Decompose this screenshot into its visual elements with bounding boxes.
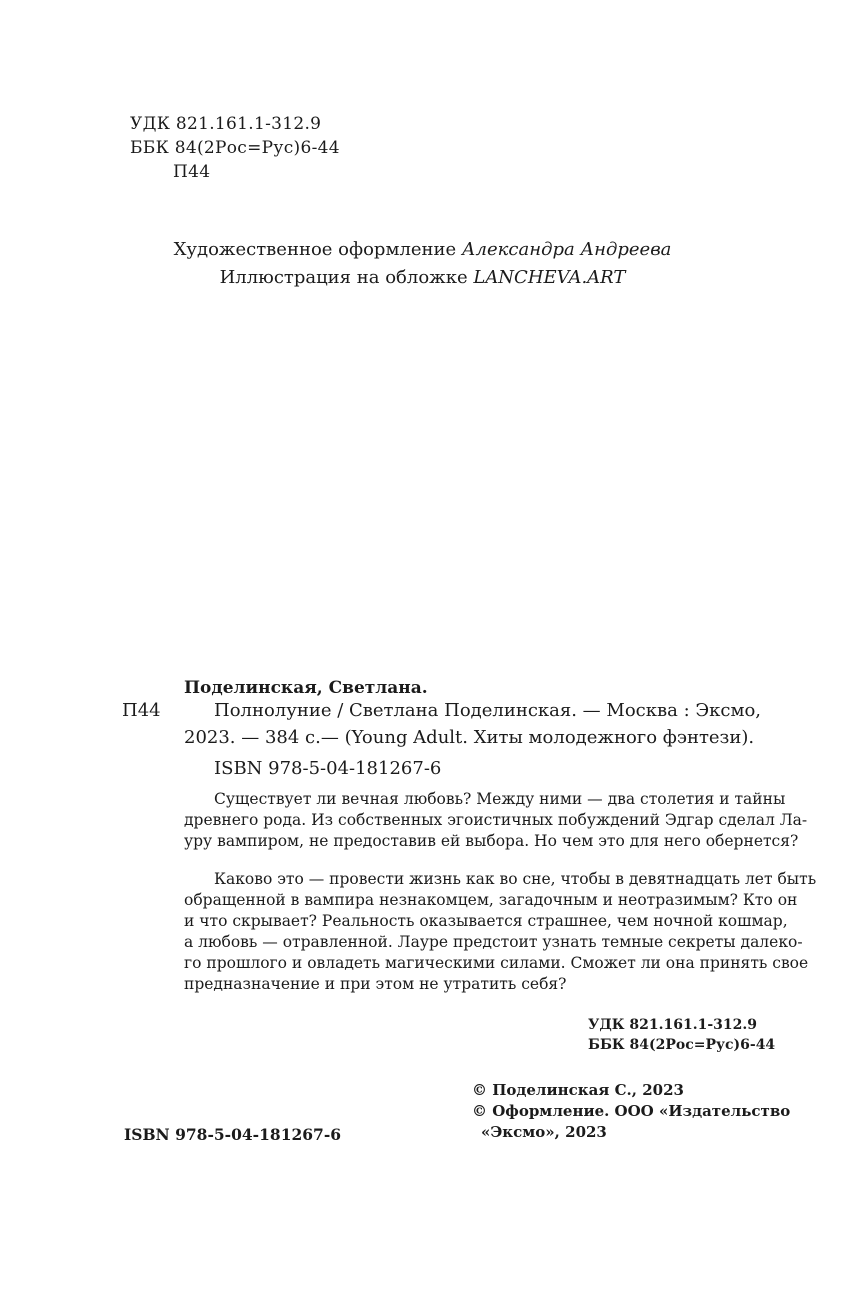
biblio-line-2: 2023. — 384 с.— (Young Adult. Хиты молодежного фэнтези). bbox=[184, 727, 755, 748]
record-isbn: ISBN 978-5-04-181267-6 bbox=[214, 758, 442, 779]
design-name: Александра Андреева bbox=[461, 239, 672, 260]
annotation-line: и что скрывает? Реальность оказывается страшнее, чем ночной кошмар, bbox=[184, 912, 788, 930]
isbn-bottom: ISBN 978-5-04-181267-6 bbox=[124, 1125, 342, 1144]
bibliographic-description bbox=[184, 697, 762, 751]
annotation-line: го прошлого и овладеть магическими силами. Сможет ли она принять свое bbox=[184, 954, 809, 972]
cutter-code: П44 bbox=[173, 162, 211, 182]
credits bbox=[0, 236, 845, 292]
annotation-line: уру вампиром, не предоставив ей выбора. Но чем это для него обернется? bbox=[184, 832, 799, 850]
author-heading: Поделинская, Светлана. bbox=[184, 678, 428, 698]
copyright-design: © Оформление. ООО «Издательство bbox=[472, 1102, 791, 1120]
copyright-block bbox=[472, 1080, 790, 1143]
design-credit bbox=[0, 236, 845, 264]
annotation-line: а любовь — отравленной. Лауре предстоит узнать темные секреты далеко- bbox=[184, 933, 803, 951]
annotation-line: предназначение и при этом не утратить себя? bbox=[184, 975, 567, 993]
annotation-line: древнего рода. Из собственных эгоистичных побуждений Эдгар сделал Ла- bbox=[184, 811, 808, 829]
copyright-publisher: «Эксмо», 2023 bbox=[481, 1123, 607, 1141]
annotation-paragraph-2 bbox=[184, 869, 817, 995]
bbk-code: ББК 84(2Рос=Рус)6-44 bbox=[130, 138, 340, 158]
udk-code: УДК 821.161.1-312.9 bbox=[130, 114, 322, 134]
illustration-name: LANCHEVA.ART bbox=[473, 267, 626, 288]
design-label: Художественное оформление bbox=[173, 239, 457, 260]
classification-top bbox=[130, 112, 340, 184]
biblio-line-1: Полнолуние / Светлана Поделинская. — Москва : Эксмо, bbox=[214, 700, 762, 721]
annotation-paragraph-1 bbox=[184, 789, 808, 852]
annotation-line: Каково это — провести жизнь как во сне, чтобы в девятнадцать лет быть bbox=[214, 870, 817, 888]
classification-bottom bbox=[588, 1015, 775, 1055]
illustration-credit bbox=[0, 264, 845, 292]
bbk-code-bottom: ББК 84(2Рос=Рус)6-44 bbox=[588, 1037, 776, 1053]
copyright-author: © Поделинская С., 2023 bbox=[472, 1081, 684, 1099]
record-cutter-code: П44 bbox=[122, 700, 161, 721]
annotation-line: обращенной в вампира незнакомцем, загадочным и неотразимым? Кто он bbox=[184, 891, 798, 909]
udk-code-bottom: УДК 821.161.1-312.9 bbox=[588, 1017, 758, 1033]
illustration-label: Иллюстрация на обложке bbox=[219, 267, 468, 288]
annotation-line: Существует ли вечная любовь? Между ними — два столетия и тайны bbox=[214, 790, 786, 808]
